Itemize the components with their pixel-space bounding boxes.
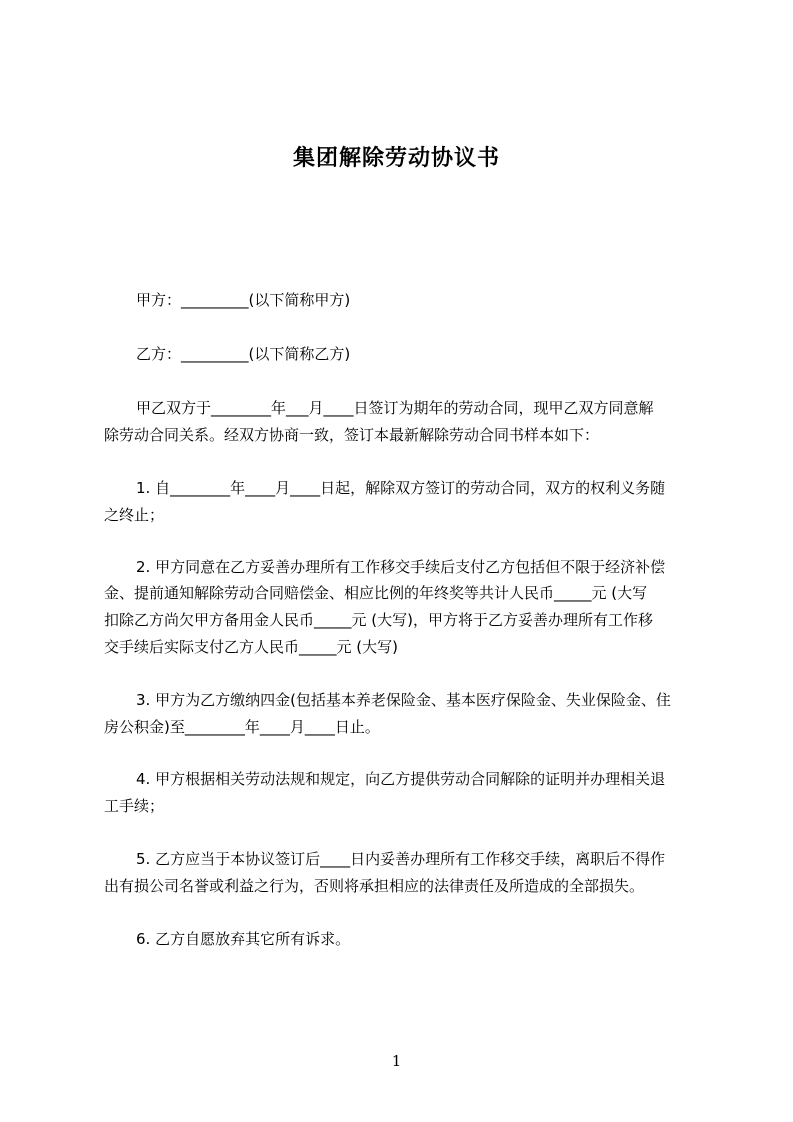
party-b-line: 乙方：_________(以下简称乙方)	[136, 345, 351, 363]
clause-2-line-2: 金、提前通知解除劳动合同赔偿金、相应比例的年终奖等共计人民币_____元 (大写	[104, 584, 648, 602]
clause-1-line-2: 之终止；	[104, 506, 165, 524]
intro-line-2: 除劳动合同关系。经双方协商一致，签订本最新解除劳动合同书样本如下：	[104, 426, 600, 444]
clause-5-line-1: 5. 乙方应当于本协议签订后____日内妥善办理所有工作移交手续，离职后不得作	[136, 850, 666, 868]
clause-2-line-3: 扣除乙方尚欠甲方备用金人民币_____元 (大写)，甲方将于乙方妥善办理所有工作移	[104, 611, 653, 629]
clause-2-line-1: 2. 甲方同意在乙方妥善办理所有工作移交手续后支付乙方包括但不限于经济补偿	[136, 558, 666, 576]
clause-5-line-2: 出有损公司名誉或利益之行为，否则将承担相应的法律责任及所造成的全部损失。	[104, 877, 645, 895]
document-title: 集团解除劳动协议书	[292, 146, 500, 171]
page-number: 1	[391, 1052, 402, 1070]
clause-4-line-2: 工手续；	[104, 797, 165, 815]
clause-3-line-2: 房公积金)至________年____月____日止。	[104, 718, 380, 736]
intro-line-1: 甲乙双方于________年___月____日签订为期年的劳动合同，现甲乙双方同意解	[136, 399, 654, 417]
party-a-line: 甲方：_________(以下简称甲方)	[136, 291, 351, 309]
clause-1-line-1: 1. 自________年____月____日起，解除双方签订的劳动合同，双方的权利义务随	[136, 479, 666, 497]
clause-4-line-1: 4. 甲方根据相关劳动法规和规定，向乙方提供劳动合同解除的证明并办理相关退	[136, 770, 666, 788]
clause-6-line: 6. 乙方自愿放弃其它所有诉求。	[136, 930, 351, 948]
clause-3-line-1: 3. 甲方为乙方缴纳四金(包括基本养老保险金、基本医疗保险金、失业保险金、住	[136, 691, 671, 709]
clause-2-line-4: 交手续后实际支付乙方人民币_____元 (大写)	[104, 638, 398, 656]
